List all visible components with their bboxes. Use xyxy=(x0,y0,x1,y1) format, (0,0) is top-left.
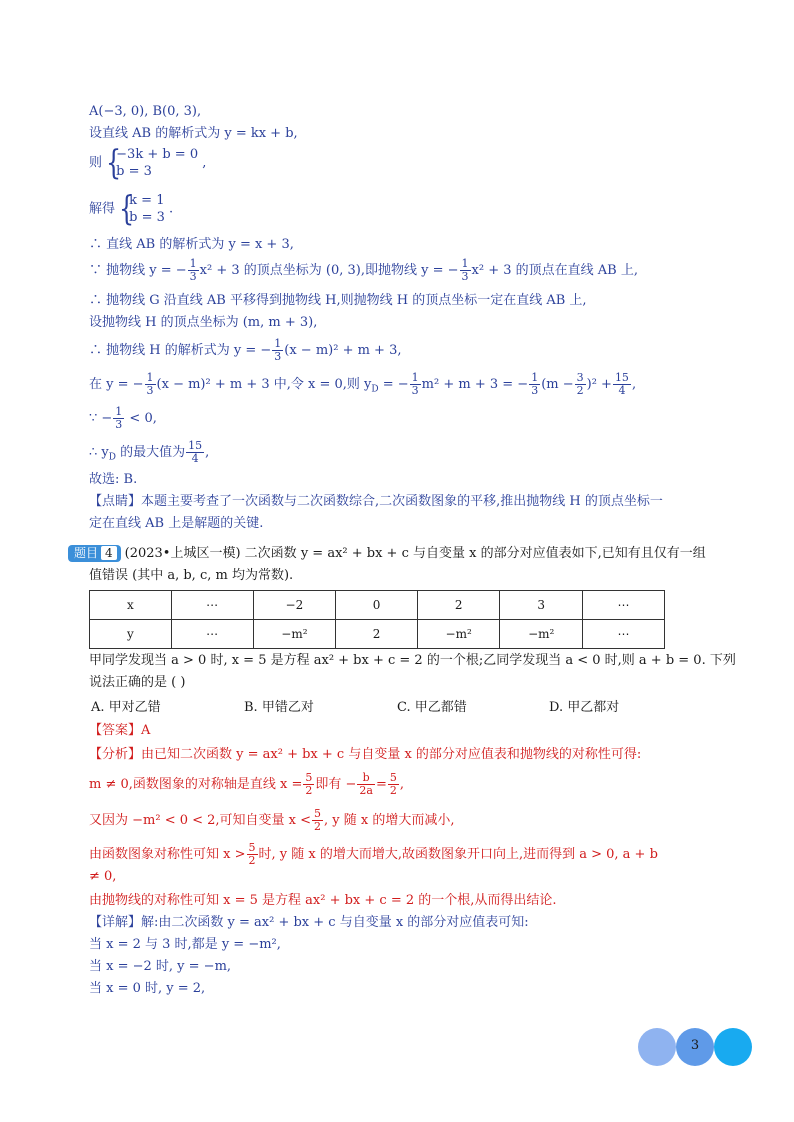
answer-value: A xyxy=(141,723,151,738)
dianjing-label: 【点睛】 xyxy=(89,494,142,509)
value-table xyxy=(89,590,665,649)
problem-line: 值错误 (其中 a, b, c, m 均为常数). xyxy=(89,568,294,583)
detail-line: 【详解】解:由二次函数 y = ax² + bx + c 与自变量 x 的部分对应值表可知: xyxy=(89,915,529,930)
page-number: 3 xyxy=(690,1038,700,1053)
solution-line: ∴ 直线 AB 的解析式为 y = x + 3, xyxy=(89,237,294,252)
analysis-line: ≠ 0, xyxy=(89,869,117,884)
system-row: b = 3 xyxy=(116,164,152,179)
analysis-line: 【分析】由已知二次函数 y = ax² + bx + c 与自变量 x 的部分对应值表和抛物线的对称性可得: xyxy=(89,747,642,762)
problem-line: 甲同学发现当 a > 0 时, x = 5 是方程 ax² + bx + c = 2 的一个根;乙同学发现当 a < 0 时,则 a + b = 0. 下列 xyxy=(89,653,736,668)
equation-suffix: . xyxy=(169,201,174,217)
table-cell: 2 xyxy=(336,620,418,649)
solution-line: 在 y = − $\frac{1}{3}$ (x − m)² + m + 3 中,令 x = 0,则 $y_D$ = − $\frac{1}{3}$ m² + m + 3 = − $\frac{1}{3}$ (m − $\frac{3}{2}$ )² + $\frac{15}{4}$ , xyxy=(89,371,637,397)
detail-line: 当 x = 2 与 3 时,都是 y = −m², xyxy=(89,937,281,952)
table-cell: −m² xyxy=(500,620,583,649)
analysis-line: 由抛物线的对称性可知 x = 5 是方程 ax² + bx + c = 2 的一个根,从而得出结论. xyxy=(89,893,557,908)
solution-line: ∵ − $\frac{1}{3}$ < 0, xyxy=(89,405,157,431)
solution-line: ∵ 抛物线 y = − $\frac{1}{3}$ x² + 3 的顶点坐标为 (0, 3),即抛物线 y = − $\frac{1}{3}$ x² + 3 的顶点在直线 AB 上, xyxy=(89,257,638,283)
equation-prefix: 解得 xyxy=(89,201,116,217)
solution-line: 设直线 AB 的解析式为 y = kx + b, xyxy=(89,126,298,141)
detail-label: 【详解】 xyxy=(89,915,142,930)
equation-solution xyxy=(89,189,749,232)
option-c: C. 甲乙都错 xyxy=(397,700,467,715)
dianjing-line: 【点睛】本题主要考查了一次函数与二次函数综合,二次函数图象的平移,推出抛物线 H 的顶点坐标一 xyxy=(89,494,663,509)
dianjing-line: 定在直线 AB 上是解题的关键. xyxy=(89,516,264,531)
answer-line xyxy=(89,722,749,740)
table-cell: x xyxy=(90,591,172,620)
table-cell: 2 xyxy=(417,591,500,620)
table-cell: −m² xyxy=(417,620,500,649)
system-row: k = 1 xyxy=(129,193,165,208)
detail-line: 当 x = 0 时, y = 2, xyxy=(89,981,206,996)
table-cell: ⋯ xyxy=(583,620,665,649)
option-d: D. 甲乙都对 xyxy=(549,700,620,715)
solution-line: ∴ $y_D$ 的最大值为 $\frac{15}{4}$ , xyxy=(89,439,210,465)
equation-suffix: , xyxy=(202,155,207,171)
detail-line: 当 x = −2 时, y = −m, xyxy=(89,959,232,974)
equation-prefix: 则 xyxy=(89,155,103,171)
solution-line: ∴ 抛物线 H 的解析式为 y = − $\frac{1}{3}$ (x − m)² + m + 3, xyxy=(89,337,402,363)
table-cell: 3 xyxy=(500,591,583,620)
problem-line: 说法正确的是 ( ) xyxy=(89,675,186,690)
analysis-label: 【分析】 xyxy=(89,747,142,762)
table-cell: y xyxy=(90,620,172,649)
system-row: b = 3 xyxy=(129,210,165,225)
table-row xyxy=(90,620,665,649)
table-cell: −m² xyxy=(253,620,336,649)
table-cell: ⋯ xyxy=(171,591,253,620)
answer-label: 【答案】 xyxy=(89,723,142,738)
option-b: B. 甲错乙对 xyxy=(244,700,314,715)
solution-line: A(−3, 0), B(0, 3), xyxy=(89,104,202,119)
table-cell: 0 xyxy=(336,591,418,620)
table-row xyxy=(90,591,665,620)
solution-line: 设抛物线 H 的顶点坐标为 (m, m + 3), xyxy=(89,315,318,330)
option-a: A. 甲对乙错 xyxy=(91,700,161,715)
system-brace: { −3k + b = 0 b = 3 xyxy=(106,143,199,183)
problem-header: 题目 4 (2023•上城区一模) 二次函数 y = ax² + bx + c 与自变量 x 的部分对应值表如下,已知有且仅有一组 xyxy=(68,545,758,563)
system-row: −3k + b = 0 xyxy=(116,147,199,162)
table-cell: −2 xyxy=(253,591,336,620)
solution-line: 故选: B. xyxy=(89,472,138,487)
table-cell: ⋯ xyxy=(583,591,665,620)
problem-tag: 题目 4 xyxy=(68,545,121,562)
analysis-line: m ≠ 0,函数图象的对称轴是直线 x = $\frac{5}{2}$ 即有 − $\frac{b}{2a}$ = $\frac{5}{2}$ , xyxy=(89,771,405,797)
equation-system xyxy=(89,143,749,186)
table-cell: ⋯ xyxy=(171,620,253,649)
analysis-line: 又因为 −m² < 0 < 2,可知自变量 x < $\frac{5}{2}$ , y 随 x 的增大而减小, xyxy=(89,807,455,833)
page-number-badge xyxy=(638,1028,752,1066)
solution-line: ∴ 抛物线 G 沿直线 AB 平移得到抛物线 H,则抛物线 H 的顶点坐标一定在直线 AB 上, xyxy=(89,293,587,308)
analysis-line: 由函数图象对称性可知 x > $\frac{5}{2}$ 时, y 随 x 的增大而增大,故函数图象开口向上,进而得到 a > 0, a + b xyxy=(89,841,658,867)
system-brace: { k = 1 b = 3 xyxy=(119,189,165,229)
